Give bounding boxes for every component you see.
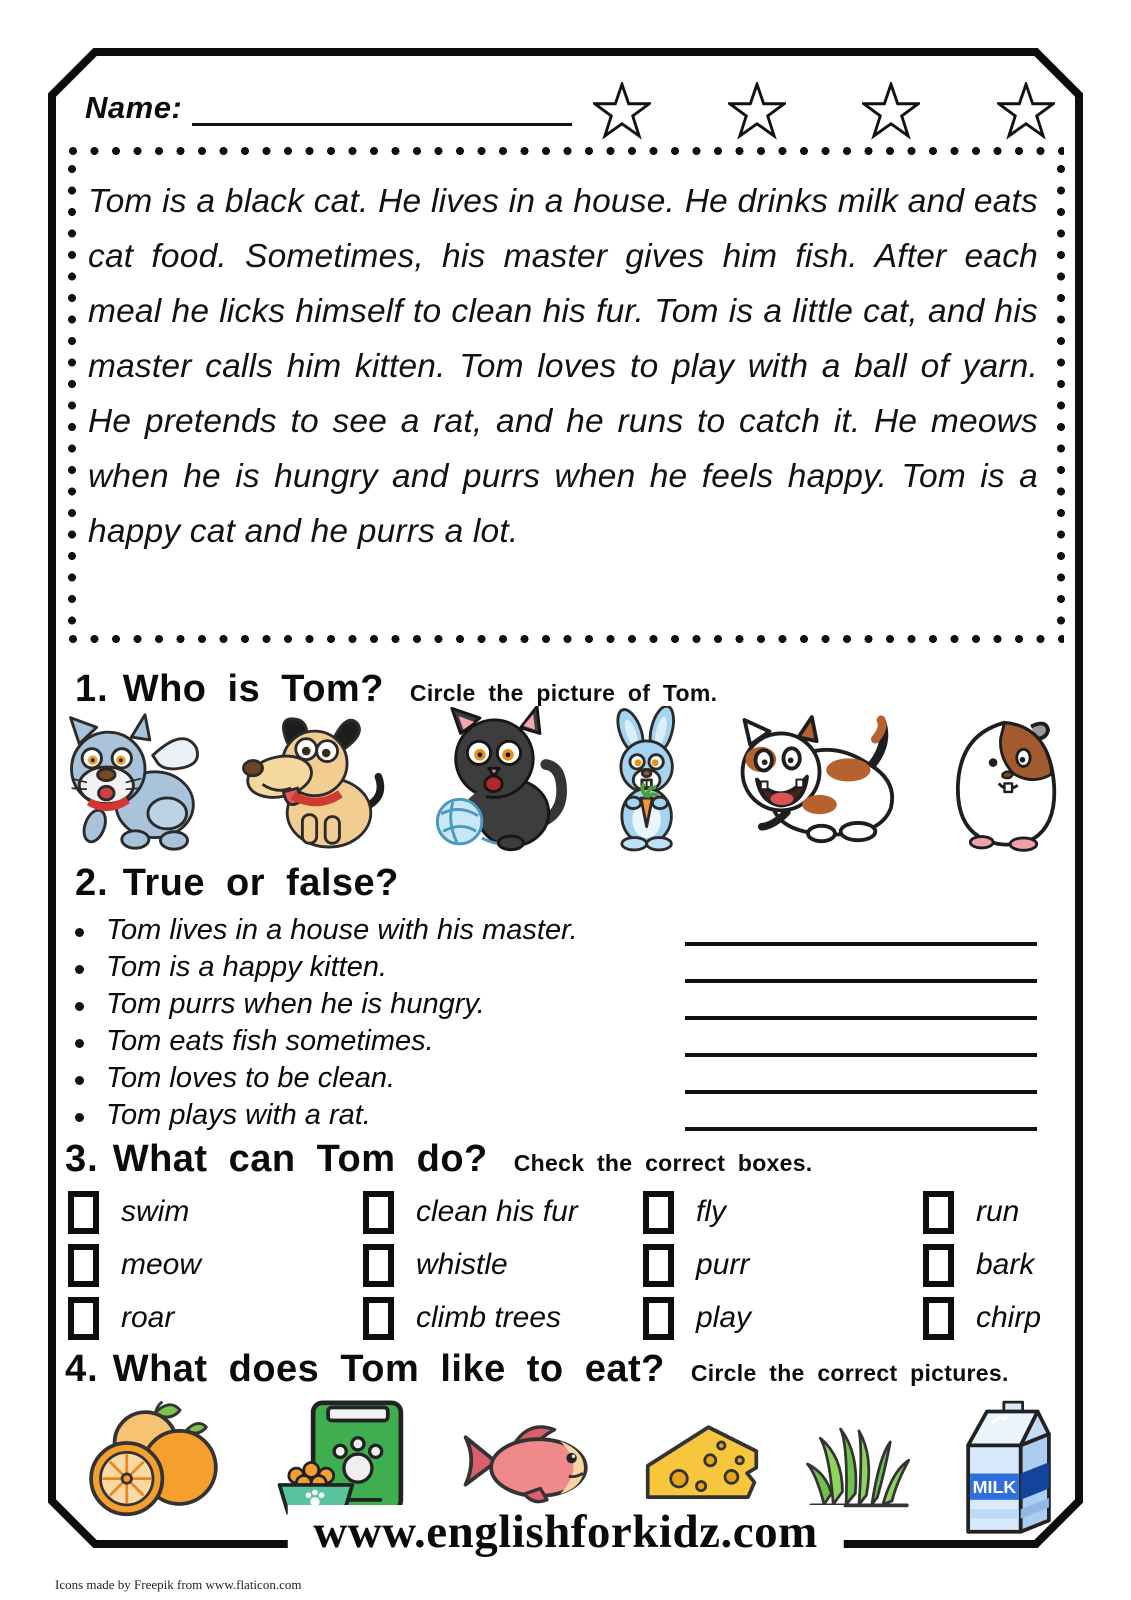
bullet-dot <box>75 1076 84 1085</box>
answer-blank-line[interactable] <box>685 1016 1037 1020</box>
bullet-dot <box>75 1039 84 1048</box>
website-footer: www.englishforkidz.com <box>287 1505 844 1559</box>
checkbox[interactable] <box>923 1191 954 1234</box>
cheese-image[interactable] <box>641 1418 763 1510</box>
checkbox-option <box>923 1296 1068 1340</box>
checkbox[interactable] <box>363 1244 394 1287</box>
checkbox-label: clean his fur <box>416 1195 578 1228</box>
statement-text: Tom is a happy kitten. <box>106 951 388 983</box>
answer-blank-line[interactable] <box>685 979 1037 983</box>
icon-credit: Icons made by Freepik from www.flaticon.com <box>55 1577 302 1592</box>
checkbox-label: run <box>976 1195 1020 1228</box>
checkbox-option <box>363 1190 643 1234</box>
question-4-heading <box>65 1348 1009 1391</box>
reading-passage: Tom is a black cat. He lives in a house. He drinks milk and eats cat food. Sometimes, his master gives him fish. After each meal he licks himself to clean his fur. Tom is a little cat, and his master calls him kitten. Tom loves to play with a ball of yarn. He pretends to see a rat, and he runs to catch it. He meows when he is hungry and purrs when he feels happy. Tom is a happy cat and he purrs a lot. <box>88 183 1038 550</box>
dotted-border-right <box>1056 164 1066 626</box>
true-false-row <box>75 1062 1037 1099</box>
name-row <box>85 90 572 126</box>
checkbox-option <box>923 1190 1068 1234</box>
bullet-dot <box>75 965 84 974</box>
question-2-heading <box>75 862 399 905</box>
white-brown-cat-image[interactable] <box>731 712 909 852</box>
checkbox[interactable] <box>923 1244 954 1287</box>
checkbox-label: purr <box>696 1248 750 1281</box>
dog-image[interactable] <box>234 710 386 852</box>
checkbox-label: whistle <box>416 1248 508 1281</box>
true-false-row <box>75 1099 1037 1136</box>
star-icon <box>997 82 1055 140</box>
true-false-row <box>75 951 1037 988</box>
star-icon <box>862 82 920 140</box>
gray-cat-image[interactable] <box>58 710 203 852</box>
question-instruction: Check the correct boxes. <box>513 1150 813 1176</box>
rating-stars <box>593 82 1055 140</box>
statement-text: Tom plays with a rat. <box>106 1099 371 1131</box>
question-title: What can Tom do? <box>112 1138 488 1180</box>
bullet-dot <box>75 1113 84 1122</box>
checkbox[interactable] <box>68 1191 99 1234</box>
checkbox-option <box>363 1243 643 1287</box>
question-number: 4. <box>65 1348 99 1390</box>
checkbox[interactable] <box>643 1244 674 1287</box>
checkbox[interactable] <box>643 1297 674 1340</box>
bullet-dot <box>75 1002 84 1011</box>
dotted-border-top <box>68 146 1064 156</box>
fish-image[interactable] <box>458 1412 600 1508</box>
answer-blank-line[interactable] <box>685 1053 1037 1057</box>
question-number: 3. <box>65 1138 99 1180</box>
statement-text: Tom lives in a house with his master. <box>106 914 578 946</box>
checkbox[interactable] <box>68 1297 99 1340</box>
checkbox-option <box>643 1296 923 1340</box>
dotted-border-left <box>67 164 77 626</box>
name-input-line[interactable] <box>192 90 572 126</box>
question-instruction: Circle the picture of Tom. <box>409 680 718 706</box>
checkbox-label: meow <box>121 1248 202 1281</box>
guinea-pig-image[interactable] <box>940 712 1068 852</box>
grass-image[interactable] <box>803 1418 915 1510</box>
question-title: What does Tom like to eat? <box>112 1348 665 1390</box>
milk-carton-image[interactable] <box>955 1390 1063 1542</box>
checkbox-label: swim <box>121 1195 190 1228</box>
question-title: Who is Tom? <box>122 668 384 710</box>
name-label: Name: <box>85 90 183 125</box>
checkbox-label: chirp <box>976 1301 1042 1334</box>
checkbox-option <box>68 1190 363 1234</box>
checkbox-label: climb trees <box>416 1301 562 1334</box>
question-number: 2. <box>75 862 109 904</box>
true-false-row <box>75 1025 1037 1062</box>
milk-label: MILK <box>972 1477 1017 1498</box>
true-false-list <box>75 914 1037 1136</box>
question-instruction: Circle the correct pictures. <box>690 1360 1009 1386</box>
checkbox-label: play <box>696 1301 752 1334</box>
checkbox[interactable] <box>363 1191 394 1234</box>
checkbox-option <box>643 1190 923 1234</box>
checkbox-label: bark <box>976 1248 1035 1281</box>
rabbit-image[interactable] <box>599 706 699 852</box>
statement-text: Tom purrs when he is hungry. <box>106 988 485 1020</box>
question-3-heading <box>65 1138 813 1181</box>
bullet-dot <box>75 928 84 937</box>
dotted-border-bottom <box>68 634 1064 644</box>
question-title: True or false? <box>122 862 399 904</box>
statement-text: Tom eats fish sometimes. <box>106 1025 434 1057</box>
checkbox-option <box>68 1296 363 1340</box>
checkbox[interactable] <box>643 1191 674 1234</box>
answer-blank-line[interactable] <box>685 1090 1037 1094</box>
question-number: 1. <box>75 668 109 710</box>
q1-picture-options <box>58 706 1068 852</box>
black-cat-with-yarn-image[interactable] <box>418 706 568 852</box>
ability-checkbox-grid <box>68 1190 1068 1340</box>
checkbox-label: roar <box>121 1301 175 1334</box>
checkbox-label: fly <box>696 1195 726 1228</box>
checkbox-option <box>923 1243 1068 1287</box>
checkbox[interactable] <box>923 1297 954 1340</box>
passage-box <box>62 146 1070 646</box>
checkbox-option <box>363 1296 643 1340</box>
true-false-row <box>75 988 1037 1025</box>
answer-blank-line[interactable] <box>685 1127 1037 1131</box>
oranges-image[interactable] <box>78 1392 228 1524</box>
checkbox[interactable] <box>68 1244 99 1287</box>
checkbox[interactable] <box>363 1297 394 1340</box>
statement-text: Tom loves to be clean. <box>106 1062 396 1094</box>
question-1-heading <box>75 668 717 711</box>
star-icon <box>728 82 786 140</box>
checkbox-option <box>643 1243 923 1287</box>
true-false-row <box>75 914 1037 951</box>
star-icon <box>593 82 651 140</box>
answer-blank-line[interactable] <box>685 942 1037 946</box>
checkbox-option <box>68 1243 363 1287</box>
